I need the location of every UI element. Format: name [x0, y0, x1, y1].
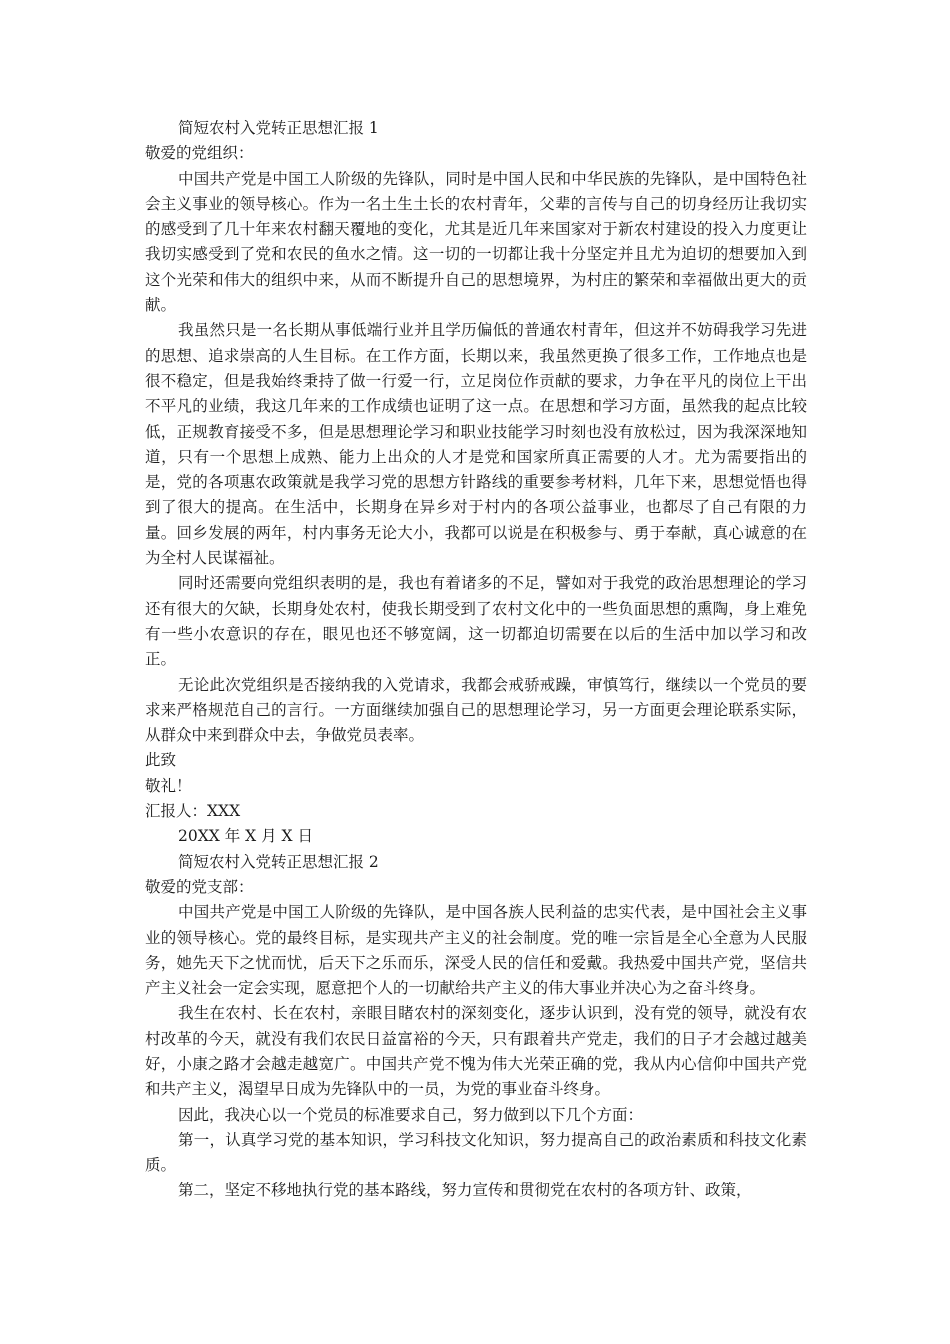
- report2-paragraph: 第二，坚定不移地执行党的基本路线，努力宣传和贯彻党在农村的各项方针、政策，: [178, 1181, 752, 1200]
- report1-paragraph: 无论此次党组织是否接纳我的入党请求，我都会戒骄戒躁，审慎笃行，继续以一个党员的要求来严格规范自己的言行。一方面继续加强自己的思想理论学习，另一方面更会理论联系实际，从群众中来到群众中去，争做党员表率。: [145, 675, 807, 745]
- report2-paragraph: 我生在农村、长在农村，亲眼目睹农村的深刻变化，逐步认识到，没有党的领导，就没有农村改革的今天，就没有我们农民日益富裕的今天，只有跟着共产党走，我们的日子才会越过越美好，小康之路才会越走越宽广。中国共产党不愧为伟大光荣正确的党，我从内心信仰中国共产党和共产主义，渴望早日成为先锋队中的一员，为党的事业奋斗终身。: [145, 1004, 807, 1099]
- report1-paragraph: 同时还需要向党组织表明的是，我也有着诸多的不足，譬如对于我党的政治思想理论的学习还有很大的欠缺，长期身处农村，使我长期受到了农村文化中的一些负面思想的熏陶，身上难免有一些小农意识的存在，眼见也还不够宽阔，这一切都迫切需要在以后的生活中加以学习和改正。: [145, 574, 807, 669]
- report1-paragraph: 中国共产党是中国工人阶级的先锋队，同时是中国人民和中华民族的先锋队，是中国特色社会主义事业的领导核心。作为一名土生土长的农村青年，父辈的言传与自己的切身经历让我切实的感受到了几十年来农村翻天覆地的变化，尤其是近几年来国家对于新农村建设的投入力度更让我切实感受到了党和农民的鱼水之情。这一切的一切都让我十分坚定并且尤为迫切的想要加入到这个光荣和伟大的组织中来，从而不断提升自己的思想境界，为村庄的繁荣和幸福做出更大的贡献。: [145, 169, 807, 315]
- report2-paragraph: 因此，我决心以一个党员的标准要求自己，努力做到以下几个方面：: [178, 1105, 644, 1124]
- report1-salutation: 敬爱的党组织：: [145, 144, 254, 163]
- report2-paragraph: 第一，认真学习党的基本知识，学习科技文化知识，努力提高自己的政治素质和科技文化素质。: [145, 1130, 807, 1175]
- report1-closing-cizhi: 此致: [145, 751, 177, 770]
- report1-title: 简短农村入党转正思想汇报 1: [178, 119, 379, 137]
- report2-title: 简短农村入党转正思想汇报 2: [178, 852, 379, 871]
- report2-paragraph: 中国共产党是中国工人阶级的先锋队，是中国各族人民利益的忠实代表，是中国社会主义事业的领导核心。党的最终目标，是实现共产主义的社会制度。党的唯一宗旨是全心全意为人民服务，她先天下之忧而忧，后天下之乐而乐，深受人民的信任和爱戴。我热爱中国共产党，坚信共产主义社会一定会实现，愿意把个人的一切献给共产主义的伟大事业并决心为之奋斗终身。: [145, 903, 807, 998]
- report2-salutation: 敬爱的党支部：: [145, 877, 254, 896]
- report1-date: 20XX 年 X 月 X 日: [178, 827, 313, 846]
- report1-closing-jingli: 敬礼！: [145, 776, 192, 795]
- document-page: [145, 116, 807, 1204]
- report1-paragraph: 我虽然只是一名长期从事低端行业并且学历偏低的普通农村青年，但这并不妨碍我学习先进的思想、追求崇高的人生目标。在工作方面，长期以来，我虽然更换了很多工作，工作地点也是很不稳定，但是我始终秉持了做一行爱一行，立足岗位作贡献的要求，力争在平凡的岗位上干出不平凡的业绩，我这几年来的工作成绩也证明了这一点。在思想和学习方面，虽然我的起点比较低，正规教育接受不多，但是思想理论学习和职业技能学习时刻也没有放松过，因为我深深地知道，只有一个思想上成熟、能力上出众的人才是党和国家所真正需要的人才。尤为需要指出的是，党的各项惠农政策就是我学习党的思想方针路线的重要参考材料，几年下来，思想觉悟也得到了很大的提高。在生活中，长期身在异乡对于村内的各项公益事业，也都尽了自己有限的力量。回乡发展的两年，村内事务无论大小，我都可以说是在积极参与、勇于奉献，真心诚意的在为全村人民谋福祉。: [145, 321, 807, 568]
- report1-reporter: 汇报人：XXX: [145, 802, 241, 821]
